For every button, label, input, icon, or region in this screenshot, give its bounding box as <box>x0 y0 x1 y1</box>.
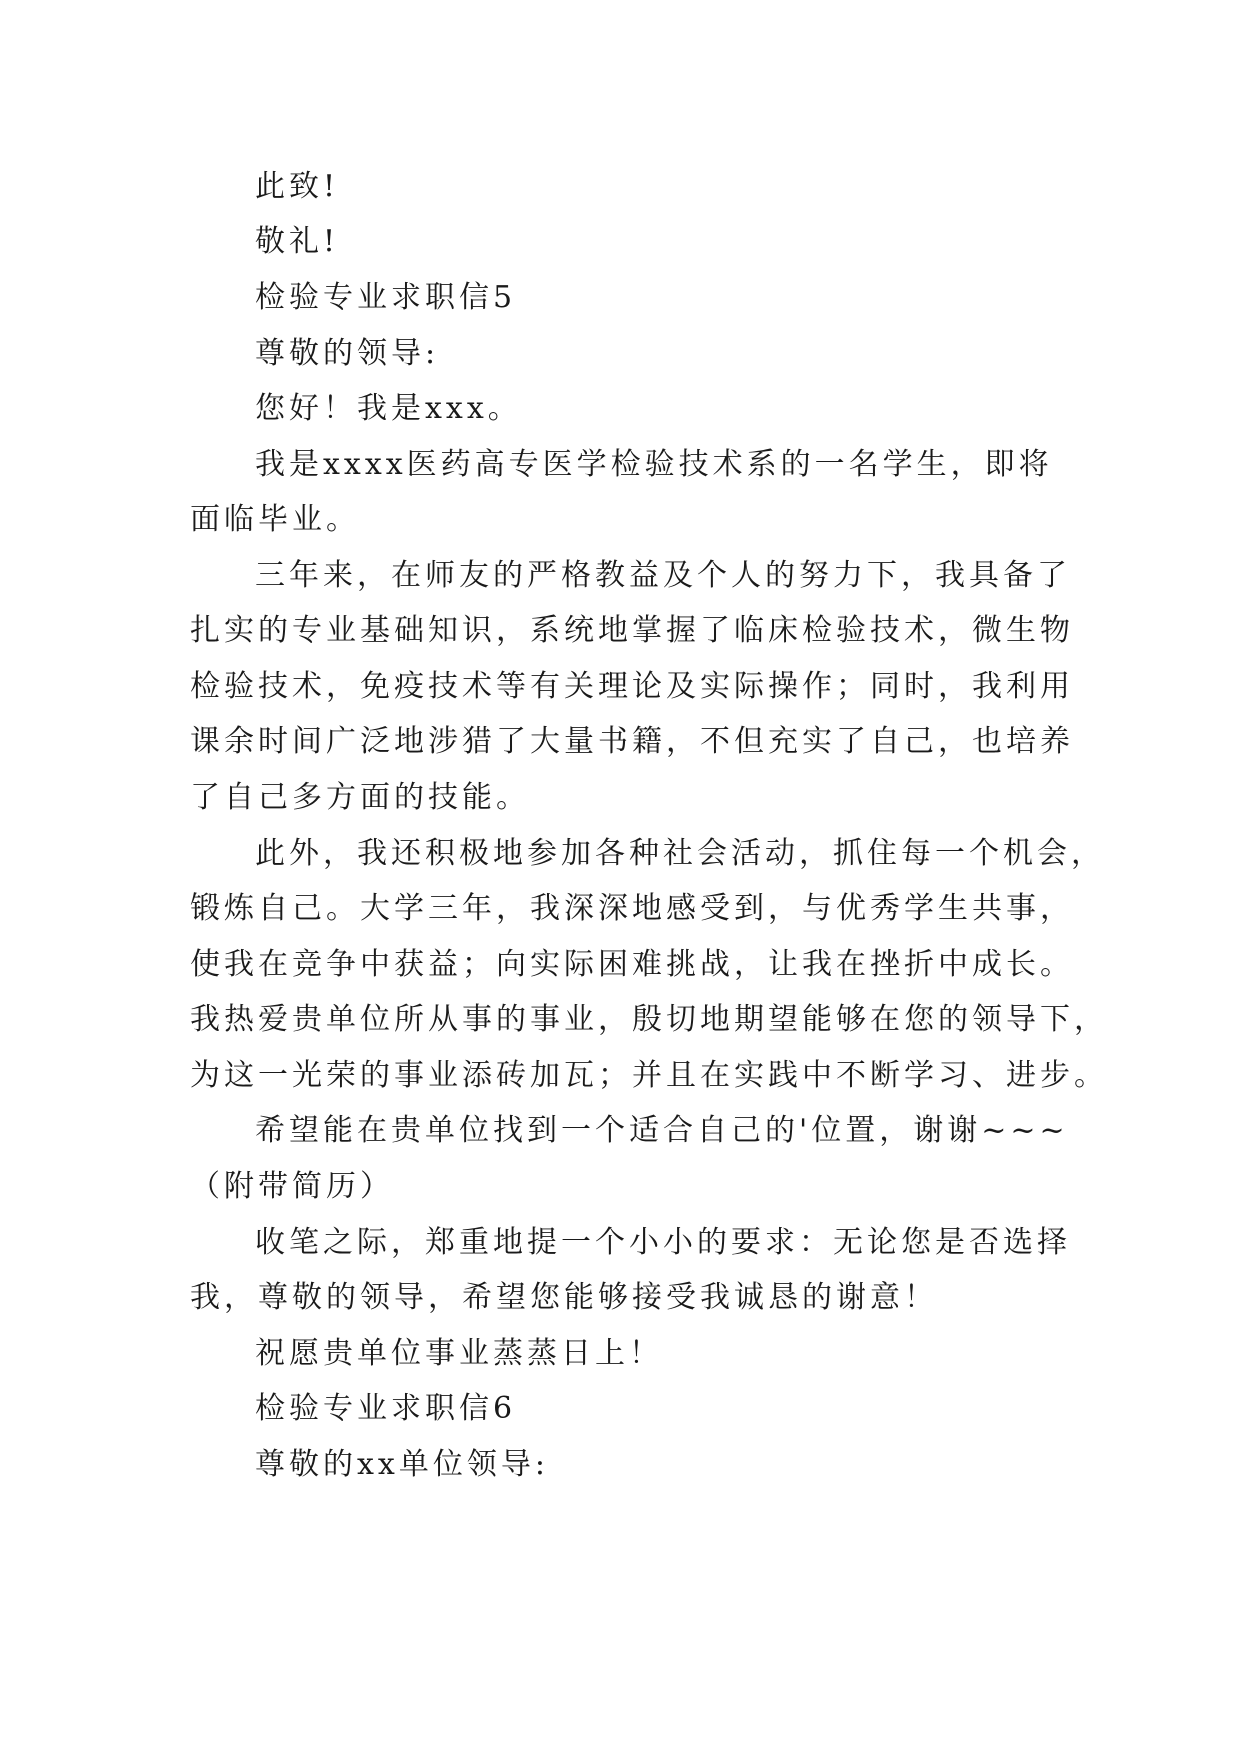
closing-salutation: 此致! <box>255 169 340 204</box>
paragraph-closing-line: 收笔之际，郑重地提一个小小的要求：无论您是否选择 <box>255 1225 1071 1260</box>
paragraph-hope-line: （附带简历） <box>190 1169 394 1204</box>
paragraph-intro-line: 面临毕业。 <box>190 502 360 537</box>
paragraph-closing-line: 我，尊敬的领导，希望您能够接受我诚恳的谢意！ <box>190 1280 938 1315</box>
paragraph-skills-line: 检验技术，免疫技术等有关理论及实际操作；同时，我利用 <box>190 669 1074 704</box>
paragraph-skills-line: 扎实的专业基础知识，系统地掌握了临床检验技术，微生物 <box>190 613 1074 648</box>
paragraph-hope-line: 希望能在贵单位找到一个适合自己的'位置，谢谢~~~ <box>255 1113 1069 1148</box>
paragraph-activities-line: 此外，我还积极地参加各种社会活动，抓住每一个机会， <box>255 836 1105 871</box>
letter-5-heading: 检验专业求职信5 <box>255 280 517 315</box>
letter-6-recipient: 尊敬的xx单位领导: <box>255 1447 549 1482</box>
letter-5-recipient: 尊敬的领导: <box>255 336 440 371</box>
paragraph-intro-line: 我是xxxx医药高专医学检验技术系的一名学生，即将 <box>255 447 1053 482</box>
paragraph-skills-line: 三年来，在师友的严格教益及个人的努力下，我具备了 <box>255 558 1071 593</box>
wish-line: 祝愿贵单位事业蒸蒸日上！ <box>255 1336 663 1371</box>
greeting: 您好！我是xxx。 <box>255 391 522 426</box>
paragraph-activities-line: 为这一光荣的事业添砖加瓦；并且在实践中不断学习、进步。 <box>190 1058 1108 1093</box>
paragraph-activities-line: 锻炼自己。大学三年，我深深地感受到，与优秀学生共事， <box>190 891 1074 926</box>
paragraph-activities-line: 使我在竞争中获益；向实际困难挑战，让我在挫折中成长。 <box>190 947 1074 982</box>
closing-regards: 敬礼! <box>255 224 340 259</box>
letter-6-heading: 检验专业求职信6 <box>255 1391 517 1426</box>
paragraph-activities-line: 我热爱贵单位所从事的事业，殷切地期望能够在您的领导下， <box>190 1002 1108 1037</box>
paragraph-skills-line: 课余时间广泛地涉猎了大量书籍，不但充实了自己，也培养 <box>190 724 1074 759</box>
paragraph-skills-line: 了自己多方面的技能。 <box>190 780 530 815</box>
